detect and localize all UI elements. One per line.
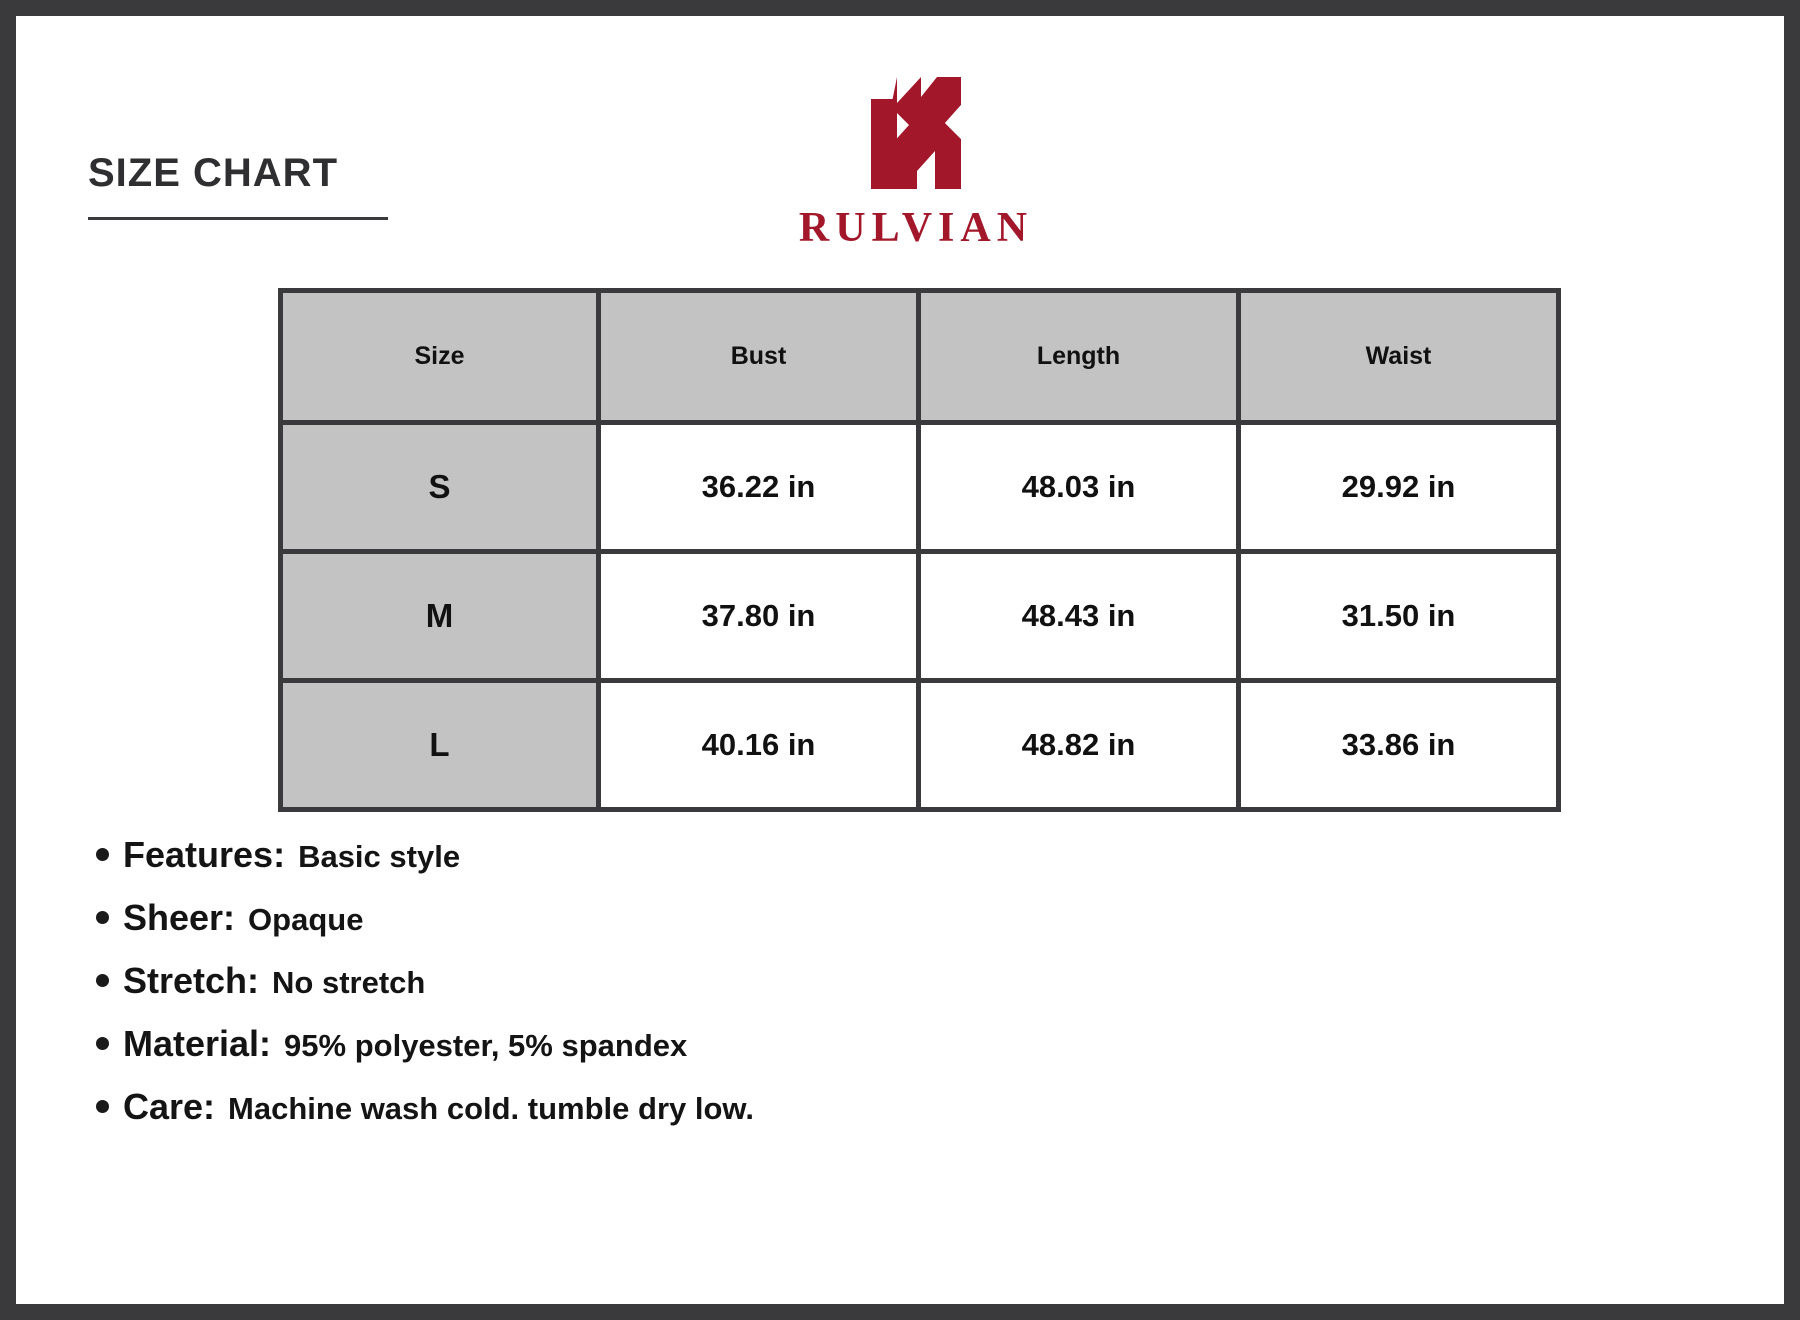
table-row: [281, 681, 1559, 810]
table-row: [281, 552, 1559, 681]
page-content-area: [16, 16, 1784, 1304]
rulvian-r-monogram-icon: [849, 71, 984, 196]
cell-waist: 29.92 in: [1239, 423, 1559, 552]
spec-value-care: Machine wash cold. tumble dry low.: [228, 1091, 754, 1126]
cell-waist: 33.86 in: [1239, 681, 1559, 810]
cell-length: 48.82 in: [919, 681, 1239, 810]
bullet-icon: [96, 1037, 109, 1050]
size-table-wrapper: [278, 288, 1556, 812]
cell-size: S: [281, 423, 599, 552]
table-row: [281, 423, 1559, 552]
spec-label-features: Features:: [123, 834, 286, 875]
product-spec-list: [96, 834, 1496, 1149]
bullet-icon: [96, 848, 109, 861]
list-item: [96, 1023, 1496, 1065]
bullet-icon: [96, 911, 109, 924]
cell-length: 48.43 in: [919, 552, 1239, 681]
spec-value-features: Basic style: [298, 839, 461, 874]
spec-value-stretch: No stretch: [272, 965, 426, 1000]
cell-length: 48.03 in: [919, 423, 1239, 552]
cell-bust: 40.16 in: [599, 681, 919, 810]
title-underline: [88, 217, 388, 220]
title-block: [88, 151, 408, 220]
cell-size: M: [281, 552, 599, 681]
list-item: [96, 897, 1496, 939]
bullet-icon: [96, 1100, 109, 1113]
cell-size: L: [281, 681, 599, 810]
spec-value-material: 95% polyester, 5% spandex: [284, 1028, 688, 1063]
cell-waist: 31.50 in: [1239, 552, 1559, 681]
table-header-row: [281, 291, 1559, 423]
column-header-bust: Bust: [599, 291, 919, 423]
spec-label-stretch: Stretch:: [123, 960, 260, 1001]
column-header-waist: Waist: [1239, 291, 1559, 423]
cell-bust: 36.22 in: [599, 423, 919, 552]
brand-name: RULVIAN: [798, 205, 1034, 251]
bullet-icon: [96, 974, 109, 987]
spec-label-care: Care:: [123, 1086, 216, 1127]
list-item: [96, 834, 1496, 876]
size-table: [278, 288, 1561, 812]
column-header-length: Length: [919, 291, 1239, 423]
column-header-size: Size: [281, 291, 599, 423]
page-title: SIZE CHART: [88, 151, 338, 195]
cell-bust: 37.80 in: [599, 552, 919, 681]
brand-logo-block: [776, 71, 1056, 252]
list-item: [96, 960, 1496, 1002]
spec-label-sheer: Sheer:: [123, 897, 236, 938]
spec-value-sheer: Opaque: [248, 902, 364, 937]
spec-label-material: Material:: [123, 1023, 272, 1064]
list-item: [96, 1086, 1496, 1128]
